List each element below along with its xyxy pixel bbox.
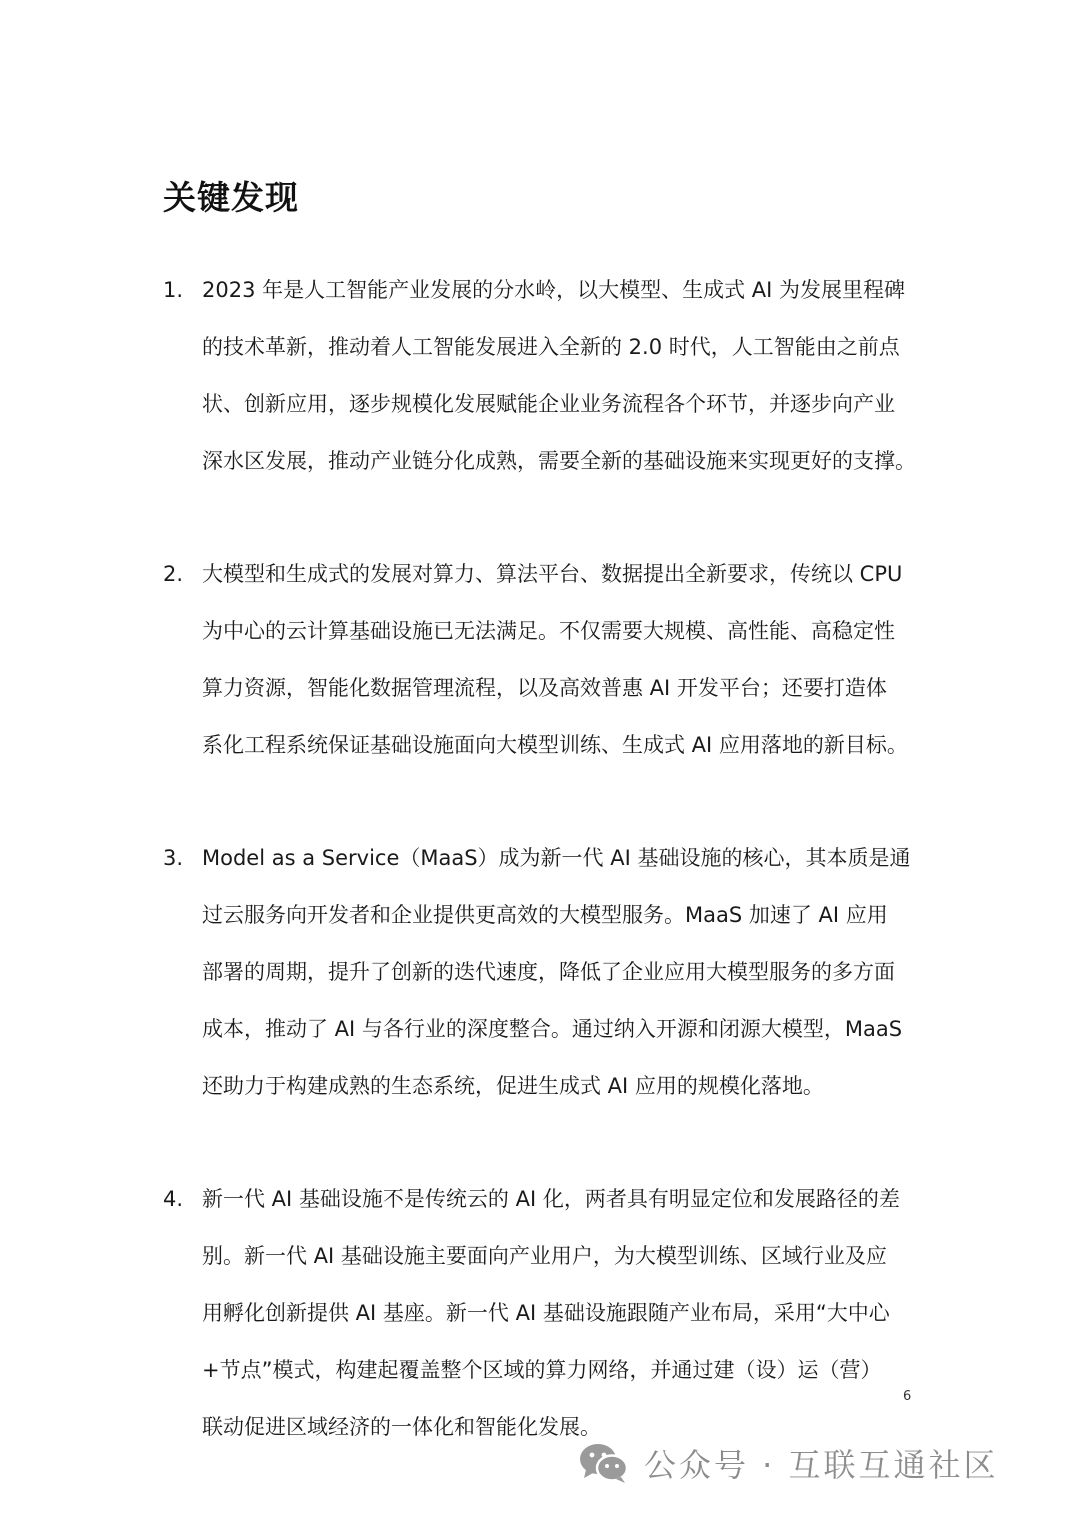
- finding-line: 还助力于构建成熟的生态系统，促进生成式 AI 应用的规模化落地。: [202, 1074, 824, 1098]
- watermark-text: 公众号 · 互联互通社区: [644, 1446, 999, 1484]
- finding-line: 为中心的云计算基础设施已无法满足。不仅需要大规模、高性能、高稳定性: [202, 619, 895, 643]
- finding-line: 状、创新应用，逐步规模化发展赋能企业业务流程各个环节，并逐步向产业: [202, 392, 895, 416]
- finding-line: 系化工程系统保证基础设施面向大模型训练、生成式 AI 应用落地的新目标。: [202, 733, 908, 757]
- finding-line: 联动促进区域经济的一体化和智能化发展。: [202, 1415, 601, 1439]
- finding-line: 2023 年是人工智能产业发展的分水岭，以大模型、生成式 AI 为发展里程碑: [202, 278, 906, 302]
- finding-number: 3.: [163, 846, 184, 870]
- finding-line: +节点”模式，构建起覆盖整个区域的算力网络，并通过建（设）运（营）: [202, 1358, 882, 1382]
- wechat-icon: [578, 1441, 630, 1485]
- finding-line: 算力资源，智能化数据管理流程，以及高效普惠 AI 开发平台；还要打造体: [202, 676, 887, 700]
- finding-line: 大模型和生成式的发展对算力、算法平台、数据提出全新要求，传统以 CPU: [202, 562, 903, 586]
- finding-number: 2.: [163, 562, 184, 586]
- finding-line: Model as a Service（MaaS）成为新一代 AI 基础设施的核心，其本质是通: [202, 846, 911, 870]
- page-title: 关键发现: [163, 178, 299, 217]
- watermark: [578, 1440, 999, 1486]
- finding-line: 新一代 AI 基础设施不是传统云的 AI 化，两者具有明显定位和发展路径的差: [202, 1187, 900, 1211]
- finding-line: 别。新一代 AI 基础设施主要面向产业用户，为大模型训练、区域行业及应: [202, 1244, 887, 1268]
- page-number: 6: [903, 1389, 912, 1404]
- finding-line: 的技术革新，推动着人工智能发展进入全新的 2.0 时代，人工智能由之前点: [202, 335, 900, 359]
- finding-line: 深水区发展，推动产业链分化成熟，需要全新的基础设施来实现更好的支撑。: [202, 449, 916, 473]
- finding-line: 用孵化创新提供 AI 基座。新一代 AI 基础设施跟随产业布局，采用“大中心: [202, 1301, 890, 1325]
- finding-item: [163, 546, 923, 774]
- finding-number: 4.: [163, 1187, 184, 1211]
- finding-item: [163, 262, 923, 490]
- finding-number: 1.: [163, 278, 184, 302]
- finding-line: 成本，推动了 AI 与各行业的深度整合。通过纳入开源和闭源大模型，MaaS: [202, 1017, 903, 1041]
- finding-item: [163, 830, 923, 1115]
- finding-line: 过云服务向开发者和企业提供更高效的大模型服务。MaaS 加速了 AI 应用: [202, 903, 888, 927]
- finding-item: [163, 1171, 923, 1456]
- finding-line: 部署的周期，提升了创新的迭代速度，降低了企业应用大模型服务的多方面: [202, 960, 895, 984]
- findings-list: [163, 262, 923, 1456]
